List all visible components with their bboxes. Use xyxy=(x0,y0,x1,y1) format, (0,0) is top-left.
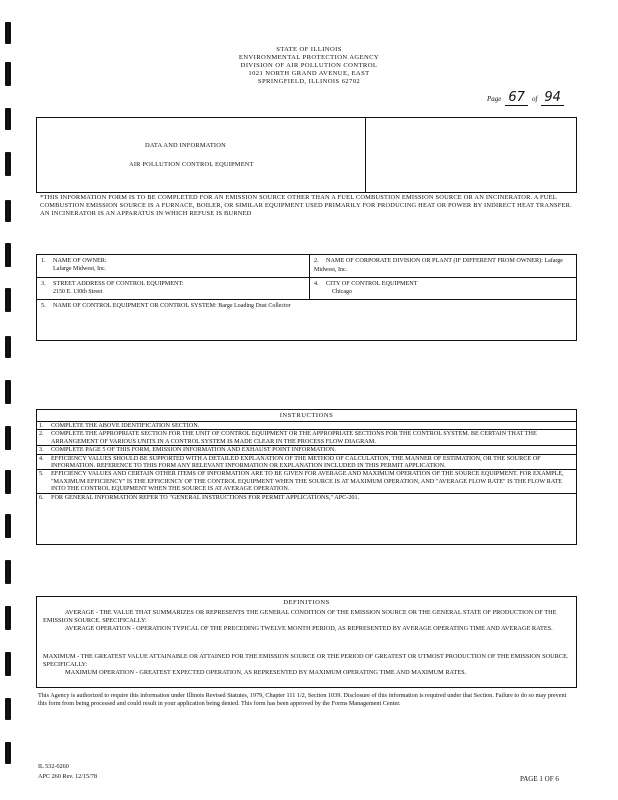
form-code: IL 532-0260 xyxy=(38,763,69,770)
instructions-box xyxy=(36,409,577,545)
page-counter xyxy=(487,88,564,106)
scan-binder-mark xyxy=(5,22,11,44)
instruction-item: 3. COMPLETE PAGE 5 OF THIS FORM, EMISSION INFORMATION AND EXHAUST POINT INFORMATION. xyxy=(37,446,576,454)
instruction-item: 6. FOR GENERAL INFORMATION REFER TO "GENERAL INSTRUCTIONS FOR PERMIT APPLICATIONS," APC-201. xyxy=(39,493,360,501)
header-line: 1021 NORTH GRAND AVENUE, EAST xyxy=(248,70,370,77)
scan-binder-mark xyxy=(5,336,11,358)
division-value: Lafarge Midwest, Inc. xyxy=(314,258,563,273)
city-cell xyxy=(309,277,577,300)
scan-binder-mark xyxy=(5,560,11,584)
address-cell xyxy=(36,277,310,300)
scan-binder-mark xyxy=(5,200,11,222)
scan-binder-mark xyxy=(5,152,11,176)
instruction-item: 2. COMPLETE THE APPROPRIATE SECTION FOR THE UNIT OF CONTROL EQUIPMENT OR THE APPROPRIATE SECTIONS FOR THE CONTROL SYSTEM. BE CERTAIN THAT THE ARRANGEMENT OF VARIOUS UNITS IN A CONTROL SYSTEM IS MADE CLEAR IN THE PROCESS FLOW DIAGRAM. xyxy=(37,430,576,446)
scan-binder-mark xyxy=(5,380,11,404)
header-line: ENVIRONMENTAL PROTECTION AGENCY xyxy=(238,54,380,61)
header-line: DIVISION OF AIR POLLUTION CONTROL xyxy=(240,62,378,69)
instruction-item: 4. EFFICIENCY VALUES SHOULD BE SUPPORTED WITH A DETAILED EXPLANATION OF THE METHOD OF CALCULATION, THE MANNER OF ESTIMATION, OR THE SOURCE OF INFORMATION. REFERENCE TO THIS FORM ANY RELEVANT INFORMATION OR EXPLANATION INCLUDED IN THIS PERMIT APPLICATION. xyxy=(37,455,576,471)
owner-num: 1. xyxy=(41,257,46,264)
header-line: STATE OF ILLINOIS xyxy=(276,46,342,53)
scan-binder-mark xyxy=(5,514,11,538)
header-line: SPRINGFIELD, ILLINOIS 62702 xyxy=(257,78,361,85)
agency-header xyxy=(0,46,618,86)
page-number: 67 xyxy=(505,90,528,106)
system-label: NAME OF CONTROL EQUIPMENT OR CONTROL SYSTEM: xyxy=(53,302,217,309)
page-total: 94 xyxy=(541,90,564,106)
owner-value: Lafarge Midwest, Inc. xyxy=(53,265,107,272)
definitions-box xyxy=(36,596,577,688)
definition-average xyxy=(43,609,571,633)
instructions-list xyxy=(37,422,576,501)
system-value: Barge Loading Dust Collector xyxy=(218,303,291,309)
address-num: 3. xyxy=(41,280,46,287)
instruction-item: 5. EFFICIENCY VALUES AND CERTAIN OTHER ITEMS OF INFORMATION ARE TO BE GIVEN FOR AVERAGE AND MAXIMUM OPERATION OF THE SOURCE EQUIPMENT. FOR EXAMPLE, "MAXIMUM EFFICIENCY" IS THE EFFICIENCY OF THE CONTROL EQUIPMENT WHEN THE SOURCE IS AT MAXIMUM OPERATION, AND "AVERAGE FLOW RATE" IS THE FLOW RATE INTO THE CONTROL EQUIPMENT WHEN THE SOURCE IS AT AVERAGE OPERATION. xyxy=(37,470,576,493)
scan-binder-mark xyxy=(5,108,11,130)
form-revision: APC 260 Rev. 12/15/78 xyxy=(38,773,98,780)
scan-binder-mark xyxy=(5,288,11,312)
instructions-title: INSTRUCTIONS xyxy=(37,410,576,422)
page-label: Page xyxy=(487,95,502,103)
scan-binder-mark xyxy=(5,698,11,720)
definitions-title: DEFINITIONS xyxy=(283,599,330,606)
form-title-line1: DATA AND INFORMATION xyxy=(145,142,226,149)
division-label: NAME OF CORPORATE DIVISION OR PLANT (IF DIFFERENT FROM OWNER): xyxy=(326,257,543,264)
scan-binder-mark xyxy=(5,243,11,267)
definition-maximum xyxy=(43,653,571,677)
form-title-line2: AIR POLLUTION CONTROL EQUIPMENT xyxy=(129,161,254,168)
address-label: STREET ADDRESS OF CONTROL EQUIPMENT: xyxy=(53,280,184,287)
address-value: 2150 E. 130th Street xyxy=(53,288,103,295)
legal-note: This Agency is authorized to require this information under Illinois Revised Statutes, 1979, Chapter 111 1/2, Section 1039. Disclosure of this information is required under that Section. Failure to do so may prevent this form from being processed and could result in your application being denied. This form has been approved by the Forms Management Center. xyxy=(38,692,567,707)
scan-binder-mark xyxy=(5,742,11,764)
of-label: of xyxy=(531,95,538,103)
scan-binder-mark xyxy=(5,470,11,494)
maximum-operation-definition: MAXIMUM OPERATION - GREATEST EXPECTED OPERATION, AS REPRESENTED BY MAXIMUM OPERATING TIME AND MAXIMUM RATES. xyxy=(65,669,467,676)
city-label: CITY OF CONTROL EQUIPMENT xyxy=(326,280,418,287)
page-of-pages: PAGE 1 OF 6 xyxy=(520,775,559,783)
form-title-box xyxy=(36,117,577,193)
city-value: Chicago xyxy=(332,288,352,295)
scan-binder-mark xyxy=(5,426,11,450)
owner-cell xyxy=(36,254,310,278)
intro-note: *THIS INFORMATION FORM IS TO BE COMPLETED FOR AN EMISSION SOURCE OTHER THAN A FUEL COMBUSTION EMISSION SOURCE OR AN INCINERATOR. A FUEL COMBUSTION EMISSION SOURCE IS A FURNACE, BOILER, OR SIMILAR EQUIPMENT USED PRIMARILY FOR PRODUCING HEAT OR POWER BY INDIRECT HEAT TRANSFER. AN INCINERATOR IS AN APPARATUS IN WHICH REFUSE IS BURNED xyxy=(40,194,572,217)
city-num: 4. xyxy=(314,280,319,287)
division-num: 2. xyxy=(314,257,319,264)
average-definition: AVERAGE - THE VALUE THAT SUMMARIZES OR REPRESENTS THE GENERAL CONDITION OF THE EMISSION SOURCE OR THE GENERAL STATE OF PRODUCTION OF THE EMISSION SOURCE. SPECIFICALLY: xyxy=(43,609,557,624)
system-num: 5. xyxy=(41,302,46,309)
division-cell xyxy=(309,254,577,278)
owner-label: NAME OF OWNER: xyxy=(53,257,107,264)
scan-binder-mark xyxy=(5,606,11,630)
scan-binder-mark xyxy=(5,652,11,676)
title-divider xyxy=(365,118,366,192)
maximum-definition: MAXIMUM - THE GREATEST VALUE ATTAINABLE OR ATTAINED FOR THE EMISSION SOURCE OR THE PERIOD OF GREATEST OR UTMOST PRODUCTION OF THE EMISSION SOURCE. SPECIFICALLY: xyxy=(43,653,569,668)
instruction-item: 1. COMPLETE THE ABOVE IDENTIFICATION SECTION. xyxy=(37,422,576,430)
system-cell xyxy=(36,299,577,341)
average-operation-definition: AVERAGE OPERATION - OPERATION TYPICAL OF THE PRECEDING TWELVE MONTH PERIOD, AS REPRESENTED BY AVERAGE OPERATING TIME AND AVERAGE RATES. xyxy=(65,625,553,632)
